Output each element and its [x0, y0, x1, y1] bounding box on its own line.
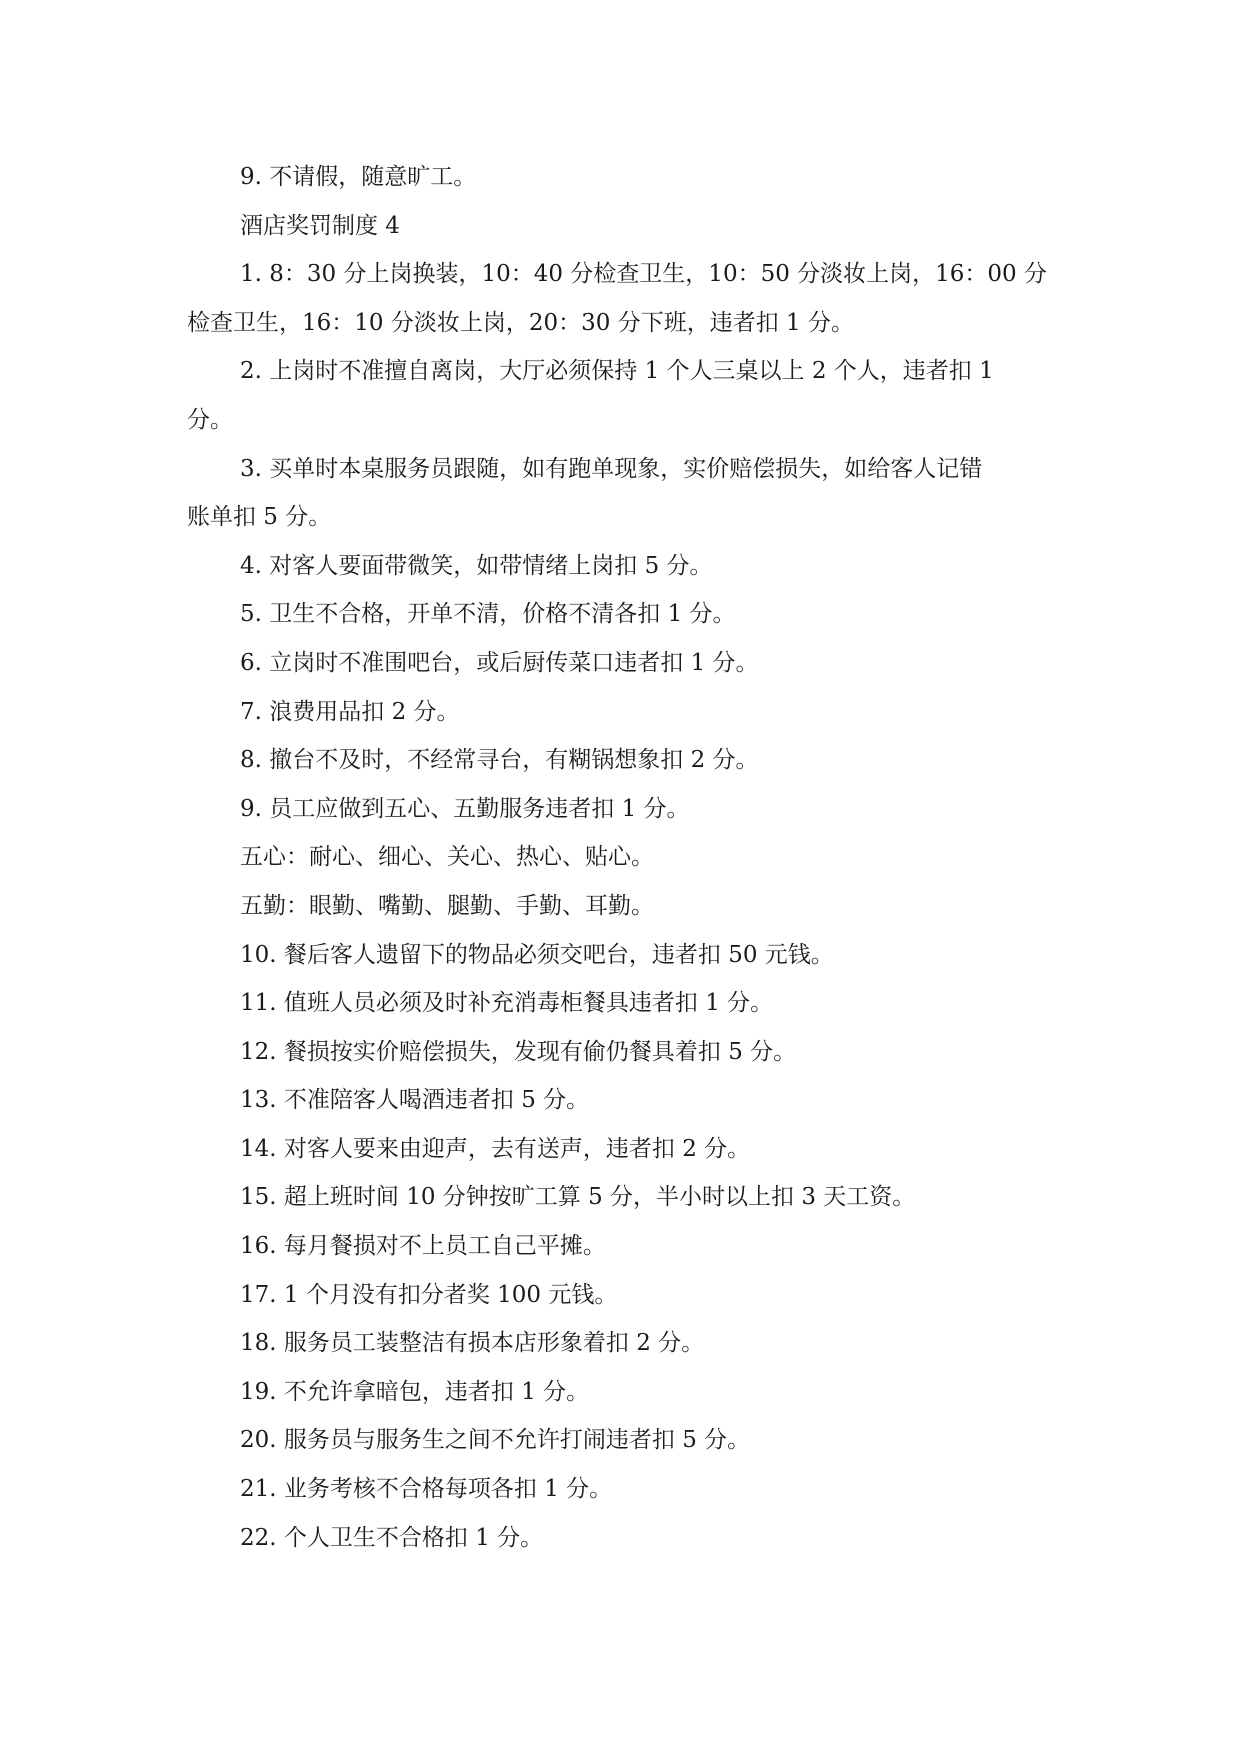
- list-item-continuation: 检查卫生，16：10 分淡妆上岗，20：30 分下班，违者扣 1 分。: [187, 309, 854, 336]
- list-item: 18. 服务员工装整洁有损本店形象着扣 2 分。: [240, 1330, 705, 1357]
- list-item: 3. 买单时本桌服务员跟随，如有跑单现象，实价赔偿损失，如给客人记错: [240, 455, 983, 482]
- list-item: 2. 上岗时不准擅自离岗，大厅必须保持 1 个人三桌以上 2 个人，违者扣 1: [240, 358, 994, 385]
- list-subitem: 五心：耐心、细心、关心、热心、贴心。: [240, 844, 654, 871]
- list-item: 17. 1 个月没有扣分者奖 100 元钱。: [240, 1281, 618, 1308]
- list-item: 20. 服务员与服务生之间不允许打闹违者扣 5 分。: [240, 1427, 751, 1454]
- list-item: 8. 撤台不及时，不经常寻台，有糊锅想象扣 2 分。: [240, 747, 759, 774]
- list-item-continuation: 分。: [187, 406, 233, 433]
- section-heading: 酒店奖罚制度 4: [240, 212, 400, 239]
- list-item: 7. 浪费用品扣 2 分。: [240, 698, 460, 725]
- list-item: 9. 员工应做到五心、五勤服务违者扣 1 分。: [240, 795, 690, 822]
- list-item: 11. 值班人员必须及时补充消毒柜餐具违者扣 1 分。: [240, 990, 774, 1017]
- list-item: 12. 餐损按实价赔偿损失，发现有偷仍餐具着扣 5 分。: [240, 1038, 797, 1065]
- list-item: 4. 对客人要面带微笑，如带情绪上岗扣 5 分。: [240, 552, 713, 579]
- list-item: 13. 不准陪客人喝酒违者扣 5 分。: [240, 1087, 590, 1114]
- document-body: [187, 153, 1057, 1562]
- list-item: 21. 业务考核不合格每项各扣 1 分。: [240, 1476, 613, 1503]
- list-item: 15. 超上班时间 10 分钟按旷工算 5 分，半小时以上扣 3 天工资。: [240, 1184, 916, 1211]
- list-item: 6. 立岗时不准围吧台，或后厨传菜口违者扣 1 分。: [240, 649, 759, 676]
- list-item: 9. 不请假，随意旷工。: [240, 164, 477, 190]
- list-item: 19. 不允许拿暗包，违者扣 1 分。: [240, 1378, 590, 1405]
- list-subitem: 五勤：眼勤、嘴勤、腿勤、手勤、耳勤。: [240, 892, 654, 919]
- list-item: 14. 对客人要来由迎声，去有送声，违者扣 2 分。: [240, 1135, 751, 1162]
- list-item: 10. 餐后客人遗留下的物品必须交吧台，违者扣 50 元钱。: [240, 941, 834, 968]
- list-item-continuation: 账单扣 5 分。: [187, 504, 332, 531]
- list-item: 22. 个人卫生不合格扣 1 分。: [240, 1524, 544, 1551]
- list-item: 16. 每月餐损对不上员工自己平摊。: [240, 1233, 606, 1260]
- list-item: 1. 8：30 分上岗换装，10：40 分检查卫生，10：50 分淡妆上岗，16：00 分: [240, 261, 1047, 288]
- list-item: 5. 卫生不合格，开单不清，价格不清各扣 1 分。: [240, 601, 736, 628]
